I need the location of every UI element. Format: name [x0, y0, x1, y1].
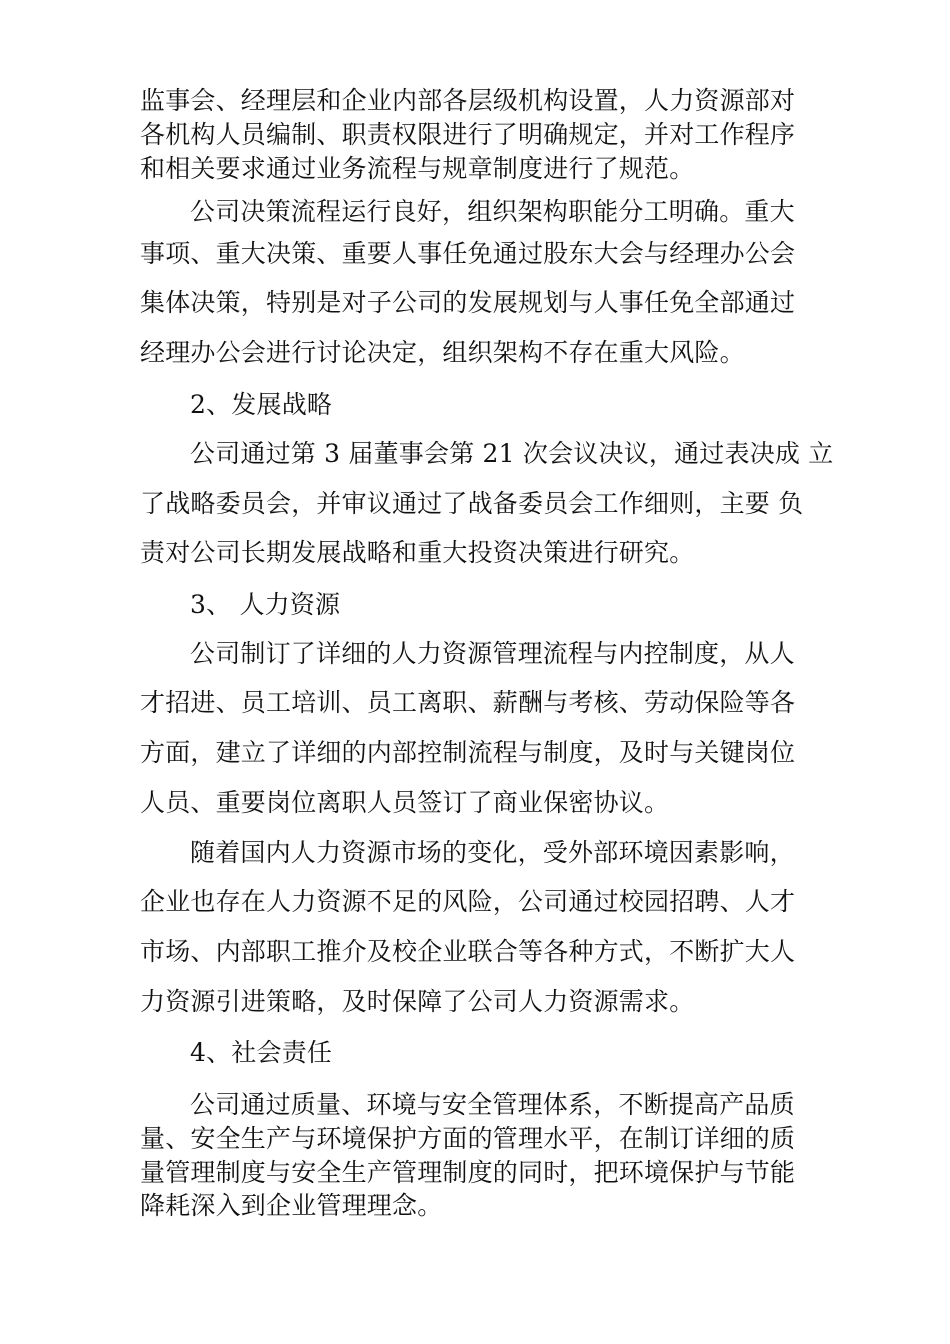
- section-heading: 3、 人力资源: [190, 590, 341, 619]
- paragraph-line: 事项、重大决策、重要人事任免通过股东大会与经理办公会: [140, 239, 796, 268]
- paragraph-line: 量、安全生产与环境保护方面的管理水平，在制订详细的质: [140, 1124, 796, 1153]
- paragraph-line: 经理办公会进行讨论决定，组织架构不存在重大风险。: [140, 338, 745, 367]
- paragraph-line: 公司通过质量、环境与安全管理体系，不断提高产品质: [190, 1090, 795, 1119]
- paragraph-line: 公司制订了详细的人力资源管理流程与内控制度，从人: [190, 639, 795, 668]
- paragraph-line: 市场、内部职工推介及校企业联合等各种方式，不断扩大人: [140, 937, 796, 966]
- paragraph-line: 量管理制度与安全生产管理制度的同时，把环境保护与节能: [140, 1158, 796, 1187]
- paragraph-line: 人员、重要岗位离职人员签订了商业保密协议。: [140, 788, 670, 817]
- paragraph-line: 降耗深入到企业管理理念。: [140, 1191, 443, 1220]
- section-heading: 2、发展战略: [190, 390, 333, 419]
- paragraph-line: 和相关要求通过业务流程与规章制度进行了规范。: [140, 154, 695, 183]
- paragraph-line: 责对公司长期发展战略和重大投资决策进行研究。: [140, 538, 695, 567]
- section-heading: 4、社会责任: [190, 1038, 333, 1067]
- paragraph-line: 公司通过第 3 届董事会第 21 次会议决议，通过表决成 立: [190, 439, 834, 468]
- paragraph-line: 才招进、员工培训、员工离职、薪酬与考核、劳动保险等各: [140, 688, 796, 717]
- paragraph-line: 了战略委员会，并审议通过了战备委员会工作细则，主要 负: [140, 489, 804, 518]
- paragraph-line: 公司决策流程运行良好，组织架构职能分工明确。重大: [190, 197, 795, 226]
- paragraph-line: 方面，建立了详细的内部控制流程与制度，及时与关键岗位: [140, 738, 796, 767]
- paragraph-line: 监事会、经理层和企业内部各层级机构设置，人力资源部对: [140, 86, 796, 115]
- paragraph-line: 随着国内人力资源市场的变化，受外部环境因素影响，: [190, 838, 795, 867]
- paragraph-line: 力资源引进策略，及时保障了公司人力资源需求。: [140, 987, 695, 1016]
- paragraph-line: 各机构人员编制、职责权限进行了明确规定，并对工作程序: [140, 120, 796, 149]
- paragraph-line: 集体决策，特别是对子公司的发展规划与人事任免全部通过: [140, 288, 796, 317]
- paragraph-line: 企业也存在人力资源不足的风险，公司通过校园招聘、人才: [140, 887, 796, 916]
